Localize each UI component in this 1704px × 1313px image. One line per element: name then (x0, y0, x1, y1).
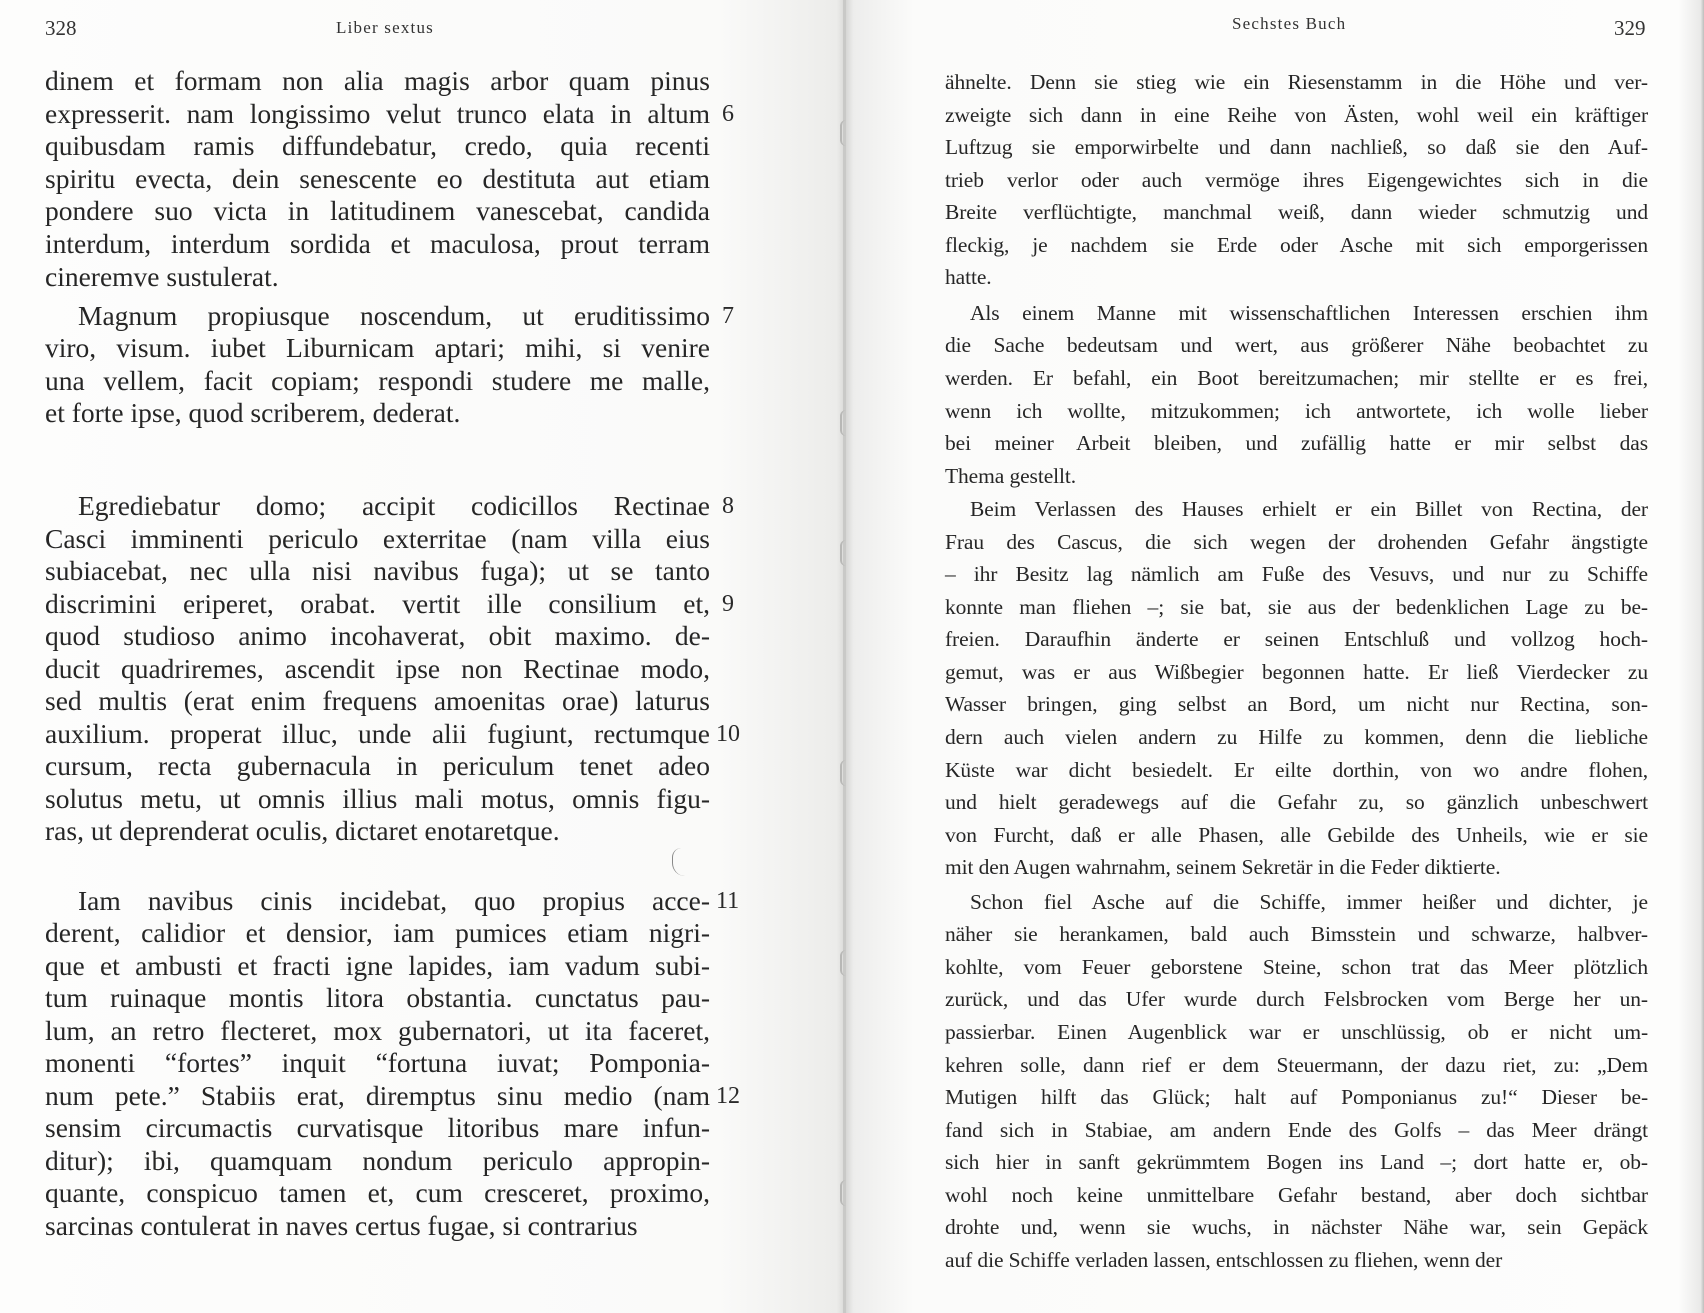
text-line: Wasser bringen, ging selbst an Bord, um nicht nur Rectina, son- (945, 692, 1648, 716)
text-line: cursum, recta gubernacula in periculum tenet adeo (45, 750, 710, 781)
text-line: Casci imminenti periculo exterritae (nam villa eius (45, 523, 710, 554)
text-line: subiacebat, nec ulla nisi navibus fuga); ut se tanto (45, 555, 710, 586)
text-line: lum, an retro flecteret, mox gubernatori, ut ita faceret, (45, 1015, 710, 1046)
text-line: hatte. (945, 265, 992, 289)
text-line: Schon fiel Asche auf die Schiffe, immer heißer und dichter, je (970, 890, 1648, 914)
text-line: viro, visum. iubet Liburnicam aptari; mihi, si venire (45, 332, 710, 363)
section-number: 12 (716, 1083, 740, 1109)
text-line: sed multis (erat enim frequens amoenitas orae) laturus (45, 685, 710, 716)
text-line: ducit quadriremes, ascendit ipse non Rectinae modo, (45, 653, 710, 684)
text-line: ras, ut deprenderat oculis, dictaret enotaretque. (45, 815, 560, 846)
text-line: tum ruinaque montis litora obstantia. cunctatus pau- (45, 982, 710, 1013)
text-line: discrimini eriperet, orabat. vertit ille consilium et, (45, 588, 710, 619)
text-line: freien. Daraufhin änderte er seinen Entschluß und vollzog hoch- (945, 627, 1648, 651)
text-line: kehren solle, dann rief er dem Steuermann, der dazu riet, zu: „Dem (945, 1053, 1648, 1077)
section-number: 11 (716, 888, 740, 914)
text-line: bei meiner Arbeit bleiben, und zufällig hatte er mir selbst das (945, 431, 1648, 455)
text-line: ditur); ibi, quamquam nondum periculo appropin- (45, 1145, 710, 1176)
text-line: expresserit. nam longissimo velut trunco elata in altum (45, 98, 710, 129)
gutter-binding-mark (840, 540, 846, 566)
text-line: ähnelte. Denn sie stieg wie ein Riesenstamm in die Höhe und ver- (945, 70, 1648, 94)
text-line: zurück, und das Ufer wurde durch Felsbrocken vom Berge her un- (945, 987, 1648, 1011)
text-line: mit den Augen wahrnahm, seinem Sekretär in die Feder diktierte. (945, 855, 1501, 879)
text-line: kohlte, vom Feuer geborstene Steine, schon trat das Meer plötzlich (945, 955, 1648, 979)
text-line: und hielt geradewegs auf die Gefahr zu, so gänzlich unbeschwert (945, 790, 1648, 814)
text-line: et forte ipse, quod scriberem, dederat. (45, 397, 461, 428)
section-number: 7 (722, 303, 734, 329)
section-number: 10 (716, 721, 740, 747)
text-line: Breite verflüchtigte, manchmal weiß, dann wieder schmutzig und (945, 200, 1648, 224)
text-line: gemut, was er aus Wißbegier begonnen hatte. Er ließ Vierdecker zu (945, 660, 1648, 684)
text-line: derent, calidior et densior, iam pumices etiam nigri- (45, 917, 710, 948)
text-line: auf die Schiffe verladen lassen, entschlossen zu fliehen, wenn der (945, 1248, 1503, 1272)
text-line: Frau des Cascus, die sich wegen der drohenden Gefahr ängstigte (945, 530, 1648, 554)
text-line: fleckig, je nachdem sie Erde oder Asche mit sich emporgerissen (945, 233, 1648, 257)
page-number-right: 329 (1614, 16, 1646, 40)
text-line: – ihr Besitz lag nämlich am Fuße des Vesuvs, und nur zu Schiffe (945, 562, 1648, 586)
text-line: interdum, interdum sordida et maculosa, prout terram (45, 228, 710, 259)
text-line: Beim Verlassen des Hauses erhielt er ein Billet von Rectina, der (970, 497, 1648, 521)
text-line: Iam navibus cinis incidebat, quo propius acce- (78, 885, 710, 916)
book-gutter (843, 0, 846, 1313)
text-line: wohl noch keine unmittelbare Gefahr bestand, aber doch sichtbar (945, 1183, 1648, 1207)
gutter-binding-mark (840, 410, 846, 436)
text-line: Magnum propiusque noscendum, ut eruditissimo (78, 300, 710, 331)
text-line: die Sache bedeutsam und wert, aus größerer Nähe beobachtet zu (945, 333, 1648, 357)
text-line: wenn ich wollte, mitzukommen; ich antwortete, ich wolle lieber (945, 399, 1648, 423)
text-line: pondere suo victa in latitudinem vanescebat, candida (45, 195, 710, 226)
text-line: sich hier in sanft gekrümmtem Bogen ins Land –; dort hatte er, ob- (945, 1150, 1648, 1174)
text-line: Küste war dicht besiedelt. Er eilte dorthin, von wo andre flohen, (945, 758, 1648, 782)
text-line: auxilium. properat illuc, unde alii fugiunt, rectumque (45, 718, 710, 749)
text-line: näher sie herankamen, bald auch Bimsstein und schwarze, halbver- (945, 922, 1648, 946)
gutter-binding-mark (840, 760, 846, 786)
text-line: drohte und, wenn sie wuchs, in nächster Nähe war, sein Gepäck (945, 1215, 1648, 1239)
text-line: von Furcht, daß er alle Phasen, alle Gebilde des Unheils, wie er sie (945, 823, 1648, 847)
section-number: 8 (722, 493, 734, 519)
text-line: Als einem Manne mit wissenschaftlichen Interessen erschien ihm (970, 301, 1648, 325)
text-line: spiritu evecta, dein senescente eo destituta aut etiam (45, 163, 710, 194)
text-line: passierbar. Einen Augenblick war er unschlüssig, ob er nicht um- (945, 1020, 1648, 1044)
section-number: 6 (722, 101, 734, 127)
text-line: werden. Er befahl, ein Boot bereitzumachen; mir stellte er es frei, (945, 366, 1648, 390)
text-line: Thema gestellt. (945, 464, 1077, 488)
text-line: monenti “fortes” inquit “fortuna iuvat; Pomponia- (45, 1047, 710, 1078)
running-head-left: Liber sextus (336, 18, 434, 37)
gutter-binding-mark (840, 120, 846, 146)
section-number: 9 (722, 591, 734, 617)
text-line: zweigte sich dann in eine Reihe von Ästen, wohl weil ein kräftiger (945, 103, 1648, 127)
text-line: Egrediebatur domo; accipit codicillos Rectinae (78, 490, 710, 521)
text-line: Luftzug sie emporwirbelte und dann nachließ, so daß sie den Auf- (945, 135, 1648, 159)
text-line: fand sich in Stabiae, am andern Ende des Golfs – das Meer drängt (945, 1118, 1648, 1142)
text-line: num pete.” Stabiis erat, diremptus sinu medio (nam (45, 1080, 710, 1111)
text-line: quibusdam ramis diffundebatur, credo, quia recenti (45, 130, 710, 161)
text-line: sarcinas contulerat in naves certus fugae, si contrarius (45, 1210, 638, 1241)
text-line: que et ambusti et fracti igne lapides, iam vadum subi- (45, 950, 710, 981)
text-line: dinem et formam non alia magis arbor quam pinus (45, 65, 710, 96)
text-line: trieb verlor oder auch vermöge ihres Eigengewichtes sich in die (945, 168, 1648, 192)
text-line: quod studioso animo incohaverat, obit maximo. de- (45, 620, 710, 651)
text-line: una vellem, facit copiam; respondi studere me malle, (45, 365, 710, 396)
gutter-binding-mark (840, 1180, 846, 1206)
page-number-left: 328 (45, 16, 77, 40)
text-line: konnte man fliehen –; sie bat, sie aus der bedenklichen Lage zu be- (945, 595, 1648, 619)
text-line: sensim circumactis curvatisque litoribus mare infun- (45, 1112, 710, 1143)
text-line: Mutigen hilft das Glück; halt auf Pomponianus zu!“ Dieser be- (945, 1085, 1648, 1109)
running-head-right: Sechstes Buch (1232, 14, 1347, 33)
text-line: dern auch vielen andern zu Hilfe zu kommen, denn die liebliche (945, 725, 1648, 749)
text-line: solutus metu, ut omnis illius mali motus, omnis figu- (45, 783, 710, 814)
text-line: cineremve sustulerat. (45, 261, 279, 292)
gutter-binding-mark (840, 950, 846, 976)
text-line: quante, conspicuo tamen et, cum cresceret, proximo, (45, 1177, 710, 1208)
